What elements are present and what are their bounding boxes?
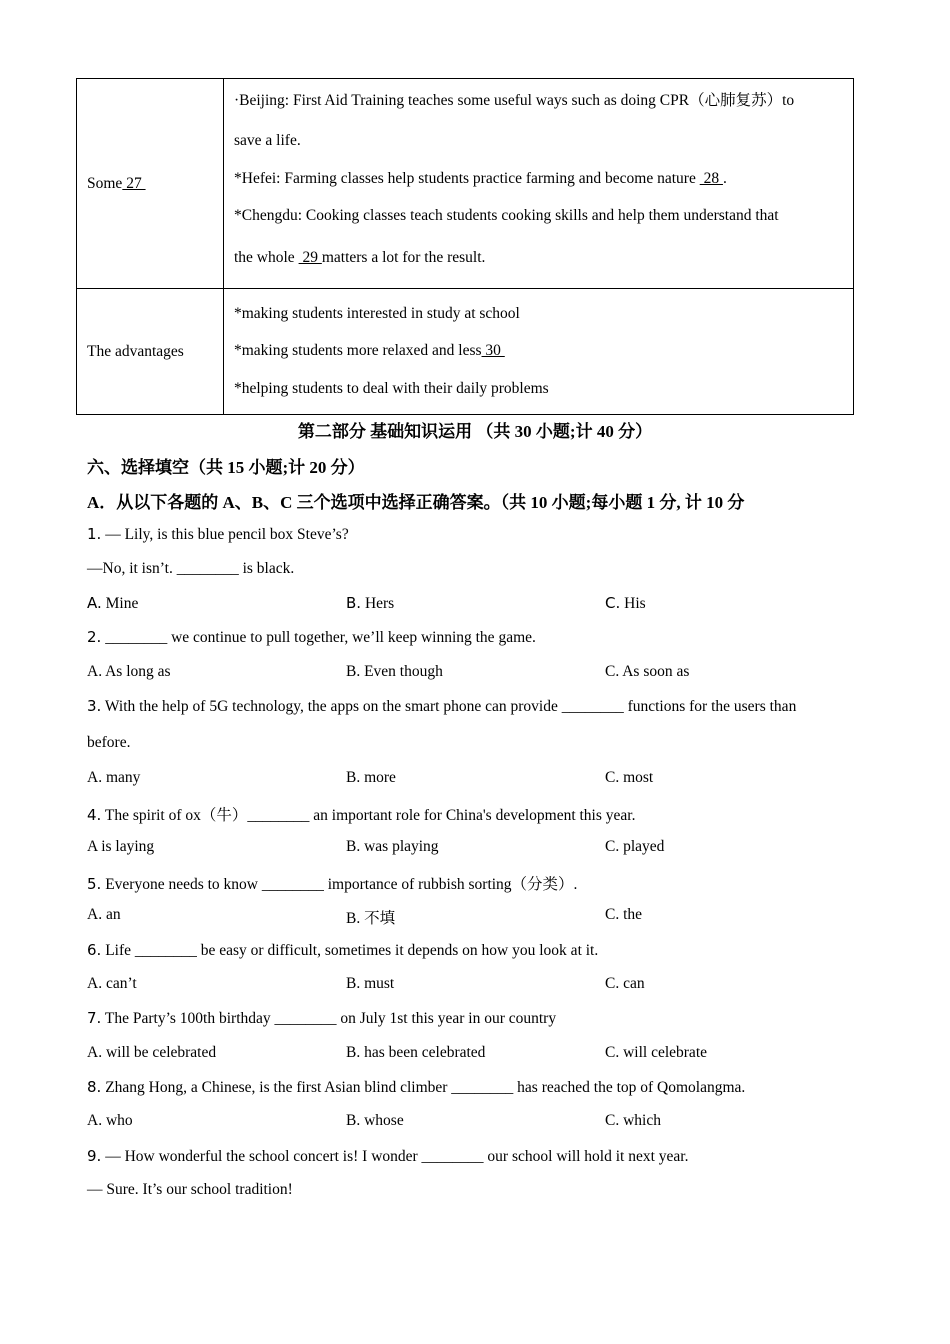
table-cell-label <box>77 289 224 415</box>
question-3: 3. With the help of 5G technology, the apps on the smart phone can provide ________ functions for the users than <box>87 697 797 715</box>
option-c[interactable]: C. As soon as <box>605 663 690 680</box>
advantage-1: *making students interested in study at school <box>234 304 520 322</box>
question-3-cont: before. <box>87 734 131 751</box>
option-b[interactable]: B. more <box>346 769 396 786</box>
table-row <box>77 289 854 415</box>
beijing-line: ·Beijing: First Aid Training teaches some useful ways such as doing CPR（心肺复苏）to <box>234 91 795 109</box>
label-text: Some <box>87 174 123 192</box>
table-cell-label <box>77 79 224 289</box>
option-a[interactable]: A. can’t <box>87 975 137 992</box>
option-c[interactable]: C. will celebrate <box>605 1044 707 1061</box>
blank-29: 29 <box>298 248 322 266</box>
question-5: 5. Everyone needs to know ________ importance of rubbish sorting（分类）. <box>87 875 578 893</box>
question-1-reply: —No, it isn’t. ________ is black. <box>87 560 295 577</box>
option-a[interactable]: A is laying <box>87 838 155 855</box>
option-b[interactable]: B. 不填 <box>346 910 396 927</box>
option-a[interactable]: A. who <box>87 1112 133 1129</box>
label-text: The advantages <box>87 342 184 360</box>
blank-30: 30 <box>481 342 505 360</box>
option-b[interactable]: B. Hers <box>346 594 395 612</box>
option-c[interactable]: C. can <box>605 975 645 992</box>
question-7: 7. The Party’s 100th birthday ________ on July 1st this year in our country <box>87 1009 557 1027</box>
info-table <box>76 78 854 415</box>
question-9-reply: — Sure. It’s our school tradition! <box>87 1181 293 1198</box>
hefei-line: *Hefei: Farming classes help students practice farming and become nature 28 . <box>234 169 727 187</box>
question-9: 9. — How wonderful the school concert is! I wonder ________ our school will hold it next year. <box>87 1147 689 1165</box>
advantage-2: *making students more relaxed and less 30 <box>234 342 505 360</box>
table-cell-content <box>224 79 854 289</box>
question-4: 4. The spirit of ox（牛）________ an important role for China's development this year. <box>87 806 636 824</box>
advantage-3: *helping students to deal with their daily problems <box>234 379 549 397</box>
section6-heading: 六、选择填空（共 15 小题;计 20 分） <box>87 458 365 477</box>
option-b[interactable]: B. has been celebrated <box>346 1044 486 1061</box>
question-8: 8. Zhang Hong, a Chinese, is the first Asian blind climber ________ has reached the top of Qomolangma. <box>87 1078 746 1096</box>
option-c[interactable]: C. the <box>605 906 643 923</box>
chengdu-line-2: the whole 29 matters a lot for the result. <box>234 248 486 266</box>
option-a[interactable]: A. will be celebrated <box>87 1044 217 1061</box>
question-6: 6. Life ________ be easy or difficult, sometimes it depends on how you look at it. <box>87 941 599 959</box>
question-1: 1. — Lily, is this blue pencil box Steve’s? <box>87 525 349 543</box>
question-2: 2. ________ we continue to pull together, we’ll keep winning the game. <box>87 628 536 646</box>
beijing-line-2: save a life. <box>234 132 301 150</box>
option-b[interactable]: B. must <box>346 975 395 992</box>
blank-27: 27 <box>122 174 146 192</box>
option-c[interactable]: C. most <box>605 769 654 786</box>
blank-28: 28 <box>699 169 723 187</box>
option-b[interactable]: B. whose <box>346 1112 404 1129</box>
table-row <box>77 79 854 289</box>
chengdu-line: *Chengdu: Cooking classes teach students cooking skills and help them understand that <box>234 207 779 225</box>
option-c[interactable]: C. His <box>605 594 646 612</box>
option-a[interactable]: A. an <box>87 906 121 923</box>
option-b[interactable]: B. was playing <box>346 838 439 855</box>
sectionA-heading: A．从以下各题的 A、B、C 三个选项中选择正确答案。（共 10 小题;每小题 1 分, 计 10 分 <box>87 493 745 512</box>
option-c[interactable]: C. played <box>605 838 665 855</box>
option-a[interactable]: A. As long as <box>87 663 171 680</box>
option-a[interactable]: A. many <box>87 769 141 786</box>
part2-heading: 第二部分 基础知识运用 （共 30 小题;计 40 分） <box>297 422 653 441</box>
table-cell-content <box>224 289 854 415</box>
option-c[interactable]: C. which <box>605 1112 661 1129</box>
option-a[interactable]: A. Mine <box>87 594 139 612</box>
option-b[interactable]: B. Even though <box>346 663 443 680</box>
